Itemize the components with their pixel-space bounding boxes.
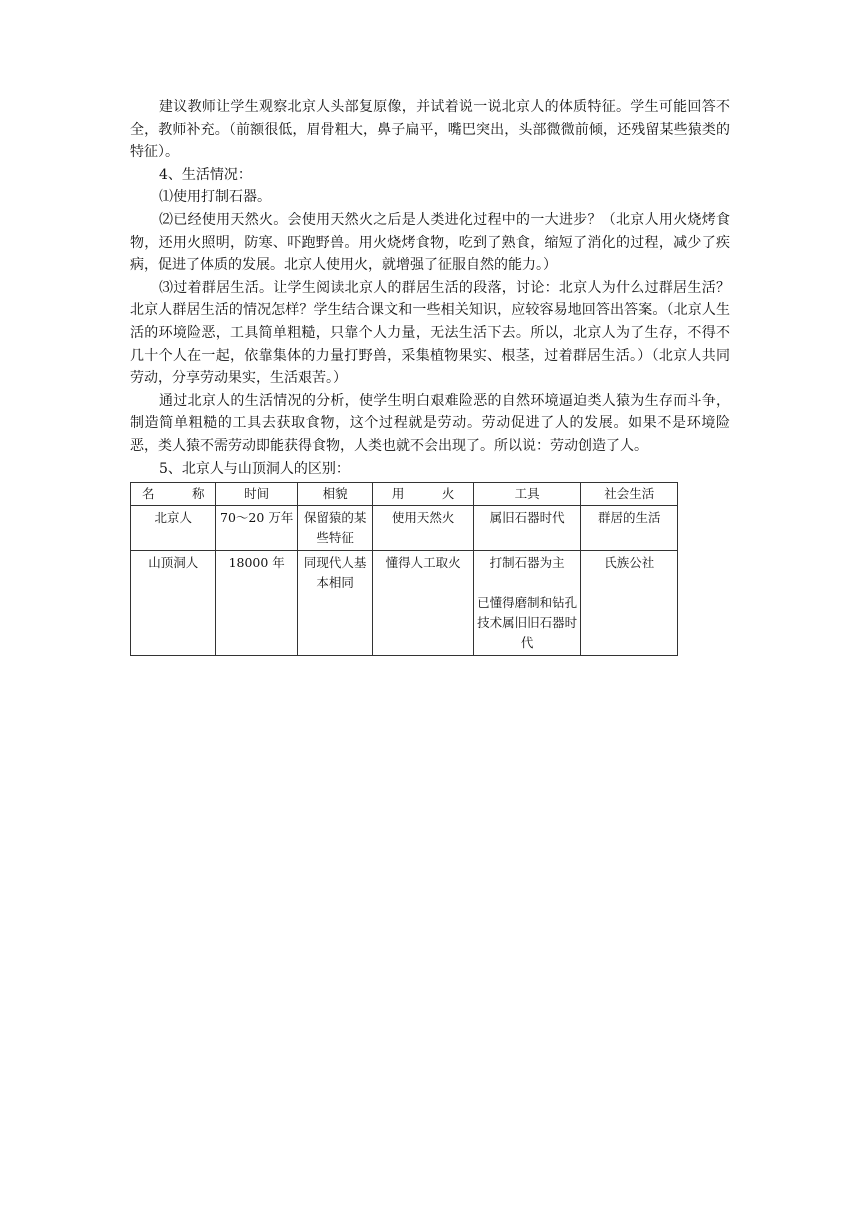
cell-time: 18000 年 <box>216 551 297 656</box>
document-page <box>130 96 730 656</box>
comparison-table <box>130 482 678 656</box>
cell-tools <box>473 506 581 551</box>
cell-appearance: 同现代人基本相同 <box>297 551 372 656</box>
table-header-row <box>131 483 678 506</box>
cell-society: 群居的生活 <box>581 506 678 551</box>
item-natural-fire: ⑵已经使用天然火。会使用天然火之后是人类进化过程中的一大进步？（北京人用火烧烤食物，还用火照明，防寒、吓跑野兽。用火烧烤食物，吃到了熟食，缩短了消化的过程，减少了疾病，促进了体质的发展。北京人使用火，就增强了征服自然的能力。） <box>130 211 730 274</box>
item-group-living: ⑶过着群居生活。让学生阅读北京人的群居生活的段落，讨论：北京人为什么过群居生活？北京人群居生活的情况怎样？学生结合课文和一些相关知识，应较容易地回答出答案。（北京人生活的环境险恶，工具简单粗糙，只靠个人力量，无法生活下去。所以，北京人为了生存，不得不几十个人在一起，依靠集体的力量打野兽，采集植物果实、根茎，过着群居生活。）（北京人共同劳动，分享劳动果实，生活艰苦。） <box>130 279 730 387</box>
cell-tools <box>473 551 581 656</box>
cell-fire: 使用天然火 <box>373 506 474 551</box>
header-appearance: 相貌 <box>297 483 372 506</box>
header-time: 时间 <box>216 483 297 506</box>
header-fire: 用 火 <box>373 483 474 506</box>
heading-comparison: 5、北京人与山顶洞人的区别： <box>159 460 350 477</box>
cell-tools-line2: 已懂得磨制和钻孔技术属旧旧石器时代 <box>477 595 578 651</box>
paragraph-observe-skull: 建议教师让学生观察北京人头部复原像，并试着说一说北京人的体质特征。学生可能回答不全，教师补充。（前额很低，眉骨粗大，鼻子扁平，嘴巴突出，头部微微前倾，还残留某些猿类的特征）。 <box>130 99 730 161</box>
cell-tools-gap <box>477 573 578 593</box>
cell-tools-line1: 属旧石器时代 <box>489 510 565 526</box>
item-stone-tools: ⑴使用打制石器。 <box>159 189 271 206</box>
header-name: 名 称 <box>131 483 216 506</box>
cell-appearance: 保留猿的某些特征 <box>297 506 372 551</box>
table-row <box>131 551 678 656</box>
cell-time: 70～20 万年 <box>216 506 297 551</box>
paragraph-labor-analysis: 通过北京人的生活情况的分析，使学生明白艰难险恶的自然环境逼迫类人猿为生存而斗争，制造简单粗糙的工具去获取食物，这个过程就是劳动。劳动促进了人的发展。如果不是环境险恶，类人猿不需劳动即能获得食物，人类也就不会出现了。所以说：劳动创造了人。 <box>130 392 730 454</box>
header-society: 社会生活 <box>581 483 678 506</box>
heading-living-conditions: 4、生活情况： <box>159 166 252 183</box>
cell-society: 氏族公社 <box>581 551 678 656</box>
cell-tools-line1: 打制石器为主 <box>489 555 565 571</box>
cell-fire: 懂得人工取火 <box>373 551 474 656</box>
cell-name: 山顶洞人 <box>131 551 216 656</box>
table-row <box>131 506 678 551</box>
header-tools: 工具 <box>473 483 581 506</box>
cell-name: 北京人 <box>131 506 216 551</box>
